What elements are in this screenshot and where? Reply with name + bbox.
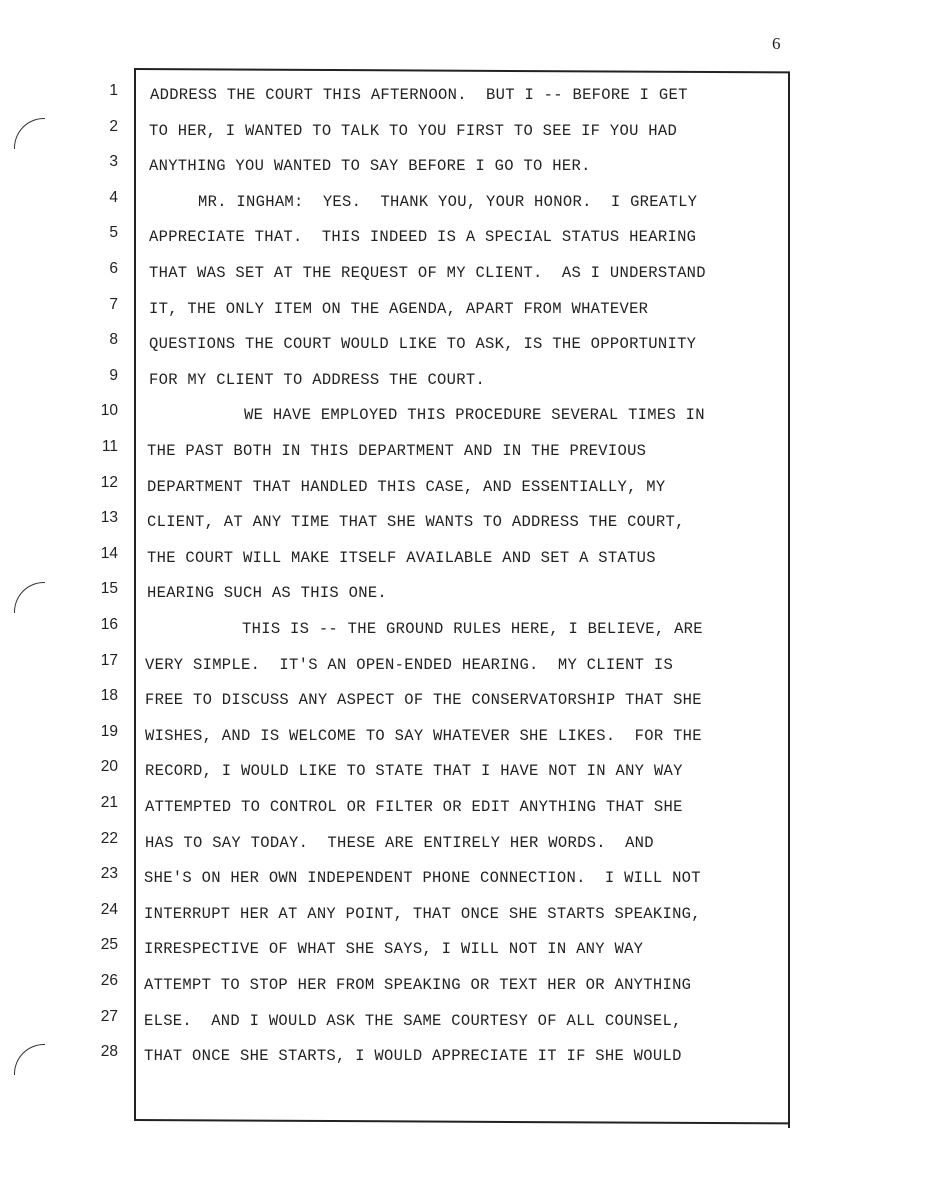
transcript-line bbox=[0, 1043, 927, 1073]
line-number: 13 bbox=[100, 509, 118, 527]
line-number: 15 bbox=[100, 580, 118, 598]
line-number: 5 bbox=[109, 224, 118, 242]
top-border bbox=[134, 68, 790, 73]
transcript-line bbox=[0, 153, 927, 183]
line-text: THAT WAS SET AT THE REQUEST OF MY CLIENT. AS I UNDERSTAND bbox=[149, 264, 706, 282]
transcript-line bbox=[0, 972, 927, 1002]
line-text: APPRECIATE THAT. THIS INDEED IS A SPECIAL STATUS HEARING bbox=[149, 228, 697, 247]
line-text: WE HAVE EMPLOYED THIS PROCEDURE SEVERAL TIMES IN bbox=[148, 406, 705, 425]
line-text: THE COURT WILL MAKE ITSELF AVAILABLE AND SET A STATUS bbox=[147, 548, 656, 567]
line-text: ADDRESS THE COURT THIS AFTERNOON. BUT I -- BEFORE I GET bbox=[150, 86, 688, 104]
line-text: CLIENT, AT ANY TIME THAT SHE WANTS TO ADDRESS THE COURT, bbox=[147, 513, 685, 532]
line-text: WISHES, AND IS WELCOME TO SAY WHATEVER SHE LIKES. FOR THE bbox=[145, 726, 702, 745]
line-text: ATTEMPT TO STOP HER FROM SPEAKING OR TEXT HER OR ANYTHING bbox=[144, 976, 692, 994]
line-number: 27 bbox=[100, 1007, 118, 1025]
line-text: TO HER, I WANTED TO TALK TO YOU FIRST TO SEE IF YOU HAD bbox=[149, 121, 678, 140]
line-text: ANYTHING YOU WANTED TO SAY BEFORE I GO TO HER. bbox=[149, 157, 591, 176]
line-number: 28 bbox=[100, 1043, 118, 1061]
transcript-line bbox=[0, 402, 927, 432]
transcript-line bbox=[0, 901, 927, 931]
transcript-line bbox=[0, 723, 927, 753]
transcript-line bbox=[0, 224, 927, 254]
transcript-line bbox=[0, 616, 927, 646]
line-text: SHE'S ON HER OWN INDEPENDENT PHONE CONNECTION. I WILL NOT bbox=[144, 869, 701, 888]
transcript-line bbox=[0, 331, 927, 361]
transcript-line bbox=[0, 545, 927, 575]
line-number: 19 bbox=[100, 722, 118, 740]
transcript-line bbox=[0, 438, 927, 468]
line-text: DEPARTMENT THAT HANDLED THIS CASE, AND ESSENTIALLY, MY bbox=[147, 477, 666, 496]
transcript-line bbox=[0, 830, 927, 860]
transcript-line bbox=[0, 296, 927, 326]
line-number: 7 bbox=[109, 295, 118, 313]
line-text: MR. INGHAM: YES. THANK YOU, YOUR HONOR. I GREATLY bbox=[150, 192, 698, 211]
transcript-line bbox=[0, 118, 927, 148]
transcript-line bbox=[0, 367, 927, 397]
page-number: 6 bbox=[772, 34, 781, 53]
line-number: 25 bbox=[100, 936, 118, 954]
line-number: 3 bbox=[109, 153, 118, 171]
line-number: 18 bbox=[100, 687, 118, 705]
transcript-line bbox=[0, 82, 927, 112]
line-number: 14 bbox=[100, 544, 118, 562]
line-number: 9 bbox=[109, 366, 118, 384]
line-text: THE PAST BOTH IN THIS DEPARTMENT AND IN THE PREVIOUS bbox=[147, 442, 647, 460]
line-text: FREE TO DISCUSS ANY ASPECT OF THE CONSERVATORSHIP THAT SHE bbox=[145, 691, 702, 710]
transcript-line bbox=[0, 1008, 927, 1038]
line-number: 2 bbox=[109, 117, 118, 135]
transcript-line bbox=[0, 260, 927, 290]
line-text: FOR MY CLIENT TO ADDRESS THE COURT. bbox=[149, 370, 486, 389]
line-number: 23 bbox=[100, 865, 118, 883]
transcript-line bbox=[0, 474, 927, 504]
line-text: VERY SIMPLE. IT'S AN OPEN-ENDED HEARING. MY CLIENT IS bbox=[145, 655, 674, 674]
line-text: ATTEMPTED TO CONTROL OR FILTER OR EDIT ANYTHING THAT SHE bbox=[145, 798, 683, 816]
line-number: 12 bbox=[100, 473, 118, 491]
line-number: 16 bbox=[100, 616, 118, 633]
line-number: 26 bbox=[100, 972, 118, 989]
line-number: 6 bbox=[109, 260, 118, 277]
bottom-border bbox=[134, 1119, 790, 1124]
line-number: 22 bbox=[100, 829, 118, 847]
line-text: IRRESPECTIVE OF WHAT SHE SAYS, I WILL NOT IN ANY WAY bbox=[144, 940, 644, 959]
transcript-line bbox=[0, 652, 927, 682]
transcript-line bbox=[0, 189, 927, 219]
line-number: 24 bbox=[100, 900, 118, 918]
line-text: HEARING SUCH AS THIS ONE. bbox=[147, 584, 388, 603]
transcript-line bbox=[0, 758, 927, 788]
line-number: 11 bbox=[101, 438, 118, 455]
transcript-line bbox=[0, 865, 927, 895]
line-number: 4 bbox=[109, 188, 118, 206]
line-text: THIS IS -- THE GROUND RULES HERE, I BELIEVE, ARE bbox=[146, 620, 703, 638]
line-number: 17 bbox=[100, 651, 118, 669]
line-number: 20 bbox=[100, 758, 118, 776]
transcript-line bbox=[0, 936, 927, 966]
line-text: ELSE. AND I WOULD ASK THE SAME COURTESY OF ALL COUNSEL, bbox=[144, 1011, 682, 1030]
transcript-line bbox=[0, 794, 927, 824]
line-text: QUESTIONS THE COURT WOULD LIKE TO ASK, IS THE OPPORTUNITY bbox=[149, 335, 697, 354]
transcript-line bbox=[0, 509, 927, 539]
line-text: IT, THE ONLY ITEM ON THE AGENDA, APART FROM WHATEVER bbox=[149, 299, 649, 318]
line-text: RECORD, I WOULD LIKE TO STATE THAT I HAVE NOT IN ANY WAY bbox=[145, 762, 683, 781]
transcript-line bbox=[0, 580, 927, 610]
line-text: HAS TO SAY TODAY. THESE ARE ENTIRELY HER WORDS. AND bbox=[145, 833, 654, 852]
line-number: 21 bbox=[100, 794, 118, 811]
line-text: THAT ONCE SHE STARTS, I WOULD APPRECIATE IT IF SHE WOULD bbox=[144, 1047, 682, 1066]
transcript-line bbox=[0, 687, 927, 717]
line-number: 10 bbox=[100, 402, 118, 420]
line-number: 1 bbox=[109, 82, 118, 99]
line-text: INTERRUPT HER AT ANY POINT, THAT ONCE SHE STARTS SPEAKING, bbox=[144, 904, 701, 923]
line-number: 8 bbox=[109, 331, 118, 349]
